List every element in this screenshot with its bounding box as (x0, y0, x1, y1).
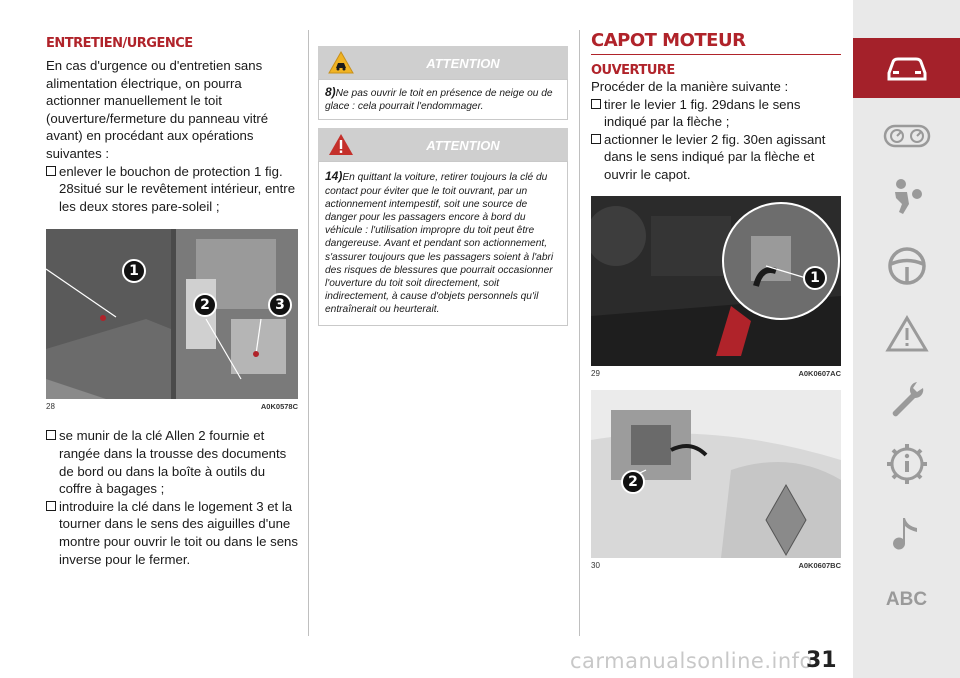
warning-title: ATTENTION (426, 138, 500, 154)
music-note-icon (891, 514, 923, 554)
list-item: tirer le levier 1 fig. 29dans le sens indiqué par la flèche ; (591, 96, 841, 131)
list-item: actionner le levier 2 fig. 30en agissant dans le sens indiqué par la flèche et ouvrir le capot. (591, 131, 841, 184)
figure-number: 29 (591, 368, 600, 378)
sidebar-item-driving[interactable] (853, 236, 960, 296)
watermark: carmanualsonline.info (570, 649, 813, 673)
checkbox-bullet-icon (591, 134, 601, 144)
figure-code: A0K0578C (260, 402, 298, 412)
sidebar-item-multimedia[interactable] (853, 504, 960, 564)
callout-2: 2 (193, 293, 217, 317)
column-divider (579, 30, 580, 636)
warning-header (318, 128, 568, 161)
warning-triangle-icon (885, 315, 929, 353)
callout-3: 3 (268, 293, 292, 317)
warning-ref: 8) (325, 85, 336, 99)
figure-number: 30 (591, 560, 600, 570)
gauges-icon (883, 123, 931, 149)
warning-body (318, 79, 568, 120)
warning-title: ATTENTION (426, 56, 500, 71)
figure-28 (46, 229, 298, 411)
sidebar-item-maintenance[interactable] (853, 370, 960, 430)
figure-30 (591, 390, 841, 570)
list-item: introduire la clé dans le logement 3 et la tourner dans le sens des aiguilles d'une montre pour ouvrir le toit ou dans le sens inverse pour le fermer. (46, 498, 298, 568)
figure-code: A0K0607BC (798, 560, 841, 570)
sidebar-abc-label: ABC (885, 589, 928, 610)
steering-wheel-icon (886, 245, 928, 287)
figure-29-caption (591, 369, 841, 378)
airbag-person-icon (885, 176, 929, 216)
callout-2: 2 (621, 470, 645, 494)
sidebar-item-car[interactable] (853, 38, 960, 98)
list-item: se munir de la clé Allen 2 fournie et rangée dans la trousse des documents de bord ou dans la boîte à outils du coffre à bagages ; (46, 427, 298, 497)
warning-ref: 14) (325, 169, 343, 184)
column-left (46, 0, 298, 568)
roof-interior-illustration (46, 229, 298, 399)
figure-30-image (591, 390, 841, 558)
sidebar-item-emergency[interactable] (853, 304, 960, 364)
section-heading-hood: CAPOT MOTEUR (591, 30, 841, 55)
sidebar-item-instruments[interactable] (853, 106, 960, 166)
sidebar-item-safety[interactable] (853, 166, 960, 226)
sidebar-item-index[interactable] (853, 570, 960, 630)
column-right (591, 0, 841, 570)
sidebar-item-technical-data[interactable] (853, 434, 960, 494)
callout-1: 1 (122, 259, 146, 283)
checkbox-bullet-icon (591, 99, 601, 109)
subheading-opening: OUVERTURE (591, 63, 675, 78)
checkbox-bullet-icon (46, 501, 56, 511)
section-heading-maintenance: ENTRETIEN/URGENCE (46, 36, 193, 51)
column-middle (318, 46, 568, 326)
info-gear-icon (885, 442, 929, 486)
warning-body (318, 161, 568, 325)
car-icon (885, 53, 929, 83)
warning-box-snow (318, 46, 568, 120)
wrench-icon (887, 378, 927, 422)
figure-30-caption (591, 561, 841, 570)
warning-box-key (318, 128, 568, 325)
checkbox-bullet-icon (46, 430, 56, 440)
figure-code: A0K0607AC (798, 368, 841, 378)
intro-paragraph: Procéder de la manière suivante : (591, 79, 789, 94)
warning-text: En quittant la voiture, retirer toujours la clé du contact pour éviter que le toit ouvrant, par un actionnement intempestif, soit une source de danger pour les passagers encore à bord du véhicule : l'utilisation impropre du toit peut être dangereuse. Avant et pendant son actionnement, s'assurer toujours que les passagers soient à l'abri des risques de blessures que pourrait occasionner l'ouverture du toit soit directement, soit indirectement, à cause d'objets personnels qu'il entraînerait ou heurterait. (325, 172, 554, 316)
bottom-list (46, 427, 298, 568)
warning-header (318, 46, 568, 79)
list-item: enlever le bouchon de protection 1 fig. 28situé sur le revêtement intérieur, entre les deux stores pare-soleil ; (46, 163, 298, 216)
callout-1: 1 (803, 266, 827, 290)
intro-paragraph: En cas d'urgence ou d'entretien sans alimentation électrique, on pourra actionner manuellement le toit (ouverture/fermeture du panneau vitré avant) en procédant aux opérations suivantes : (46, 58, 269, 161)
figure-28-image (46, 229, 298, 399)
figure-number: 28 (46, 402, 55, 412)
warning-text: Ne pas ouvrir le toit en présence de neige ou de glace : cela pourrait l'endommager. (325, 88, 553, 113)
figure-29 (591, 196, 841, 378)
figure-28-caption (46, 402, 298, 411)
page-number: 31 (806, 648, 837, 673)
figure-29-image (591, 196, 841, 366)
column-divider (308, 30, 309, 636)
chapter-sidebar (853, 0, 960, 678)
checkbox-bullet-icon (46, 166, 56, 176)
